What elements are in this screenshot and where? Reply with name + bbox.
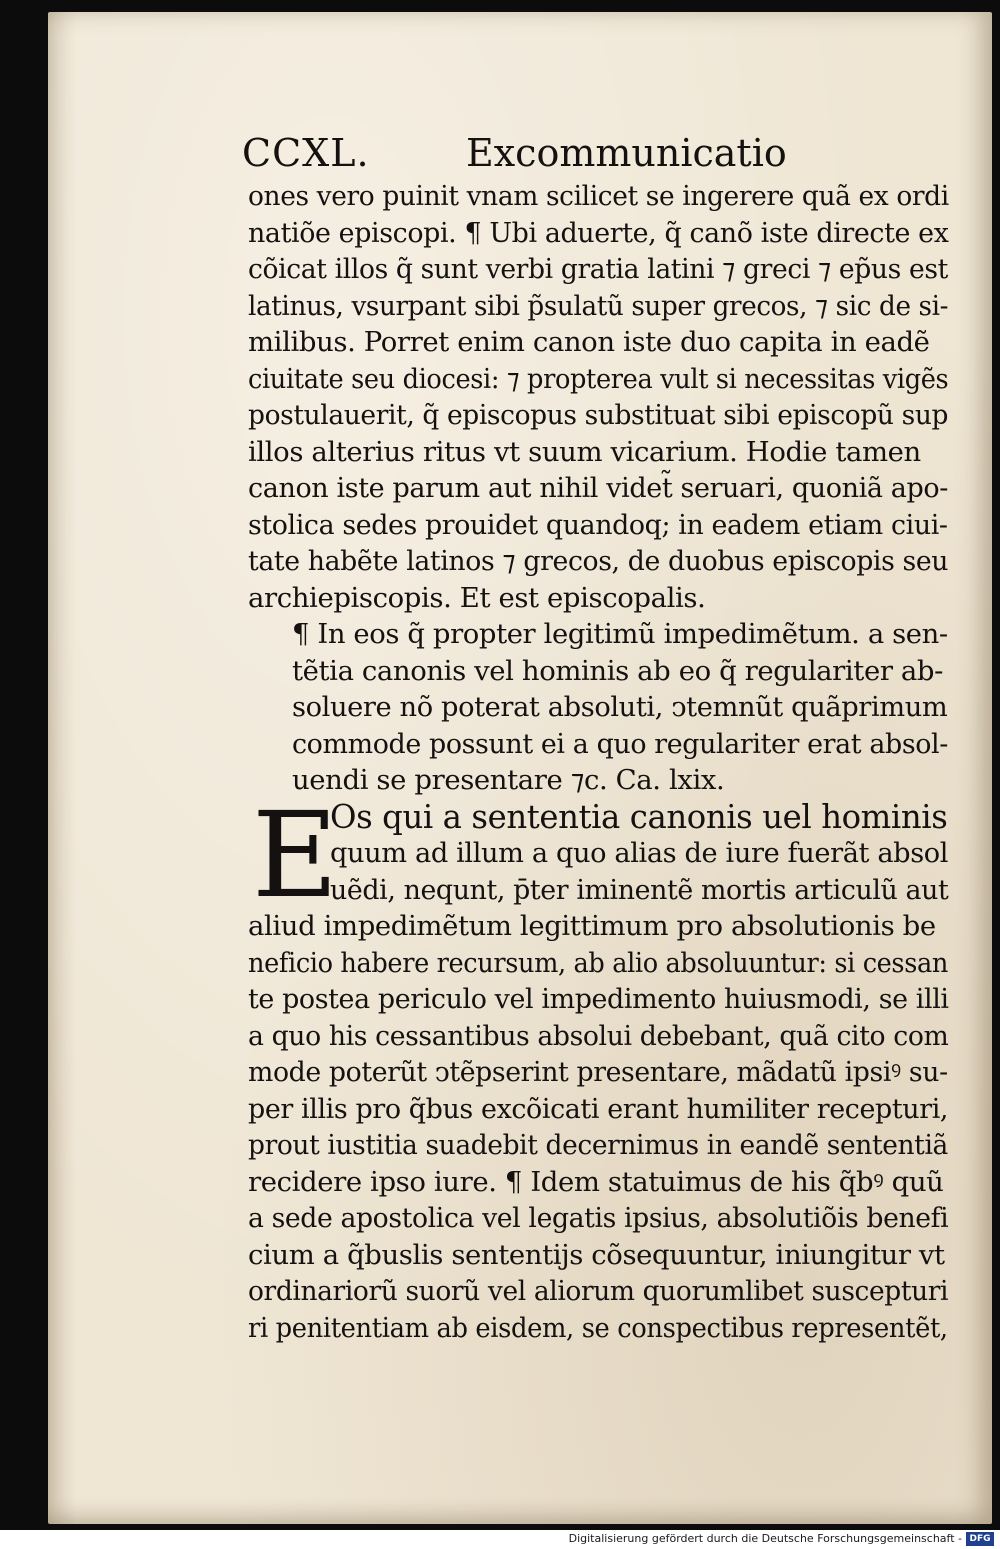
text-line: cium a q̃buslis sententijs cõsequuntur, iniungitur vt [248,1238,945,1271]
text-line: neficio habere recursum, ab alio absoluuntur: si cessan [248,946,948,979]
drop-initial: E [252,785,339,924]
paragraph-canon [248,785,949,1347]
text-line: postulauerit, q̃ episcopus substituat sibi episcopũ sup [248,399,949,431]
folio-number: CCXL. [242,131,370,175]
text-line: uẽdi, nequnt, p̄ter iminentẽ mortis articulũ aut [330,873,949,906]
text-line: te postea periculo vel impedimento huiusmodi, se illi [248,983,949,1015]
text-line: quum ad illum a quo alias de iure fuerãt absol [330,837,949,869]
initial-lines [248,785,949,924]
text-line: commode possunt ei a quo regulariter erat absol- [292,727,948,760]
footer-strip [0,1530,1000,1549]
text-line: mode poterũt ↄtẽpserint presentare, mãdatũ ipsiꝰ su- [248,1056,948,1088]
text-line: per illis pro q̃bus excõicati erant humiliter recepturi, [248,1092,949,1125]
running-head [242,128,948,178]
text-line: stolica sedes prouidet quandoq; in eadem etiam ciui- [248,508,948,541]
text-line: a sede apostolica vel legatis ipsius, absolutiõis benefi [248,1202,949,1234]
dfg-logo: DFG [966,1532,994,1546]
text-line: soluere nõ poterat absoluti, ↄtemnũt quãprimum [292,691,948,723]
text-line: tẽtia canonis vel hominis ab eo q̃ regulariter ab- [292,654,944,687]
text-line: illos alterius ritus vt suum vicarium. Hodie tamen [248,435,921,468]
text-line: uendi se presentare ⁊c. Ca. lxix. [292,764,725,796]
paragraph-rubric [248,616,948,799]
text-line: recidere ipso iure. ¶ Idem statuimus de his q̃bꝰ quũ [248,1165,944,1198]
text-line: tate habẽte latinos ⁊ grecos, de duobus episcopis seu [248,545,949,577]
text-line: latinus, vsurpant sibi p̃sulatũ super grecos, ⁊ sic de si- [248,289,949,322]
text-line: natiõe episcopi. ¶ Ubi aduerte, q̃ canõ iste directe ex [248,216,949,249]
paragraph-commentary [248,178,948,616]
text-line: ordinariorũ suorũ vel aliorum quorumlibet suscepturi [248,1275,949,1307]
canon-lines [248,908,948,1346]
text-line: cõicat illos q̃ sunt verbi gratia latini ⁊ greci ⁊ ep̃us est [248,253,948,285]
text-line: ri penitentiam ab eisdem, se conspectibus representẽt, [248,1311,948,1344]
text-line: Os qui a sententia canonis uel hominis [330,796,948,836]
text-line: ones vero puinit vnam scilicet se ingerere quã ex ordi [248,180,949,212]
running-title: Excommunicatio [466,131,787,175]
text-line: a quo his cessantibus absolui debebant, quã cito com [248,1019,949,1052]
text-line: canon iste parum aut nihil videt̃ seruari, quoniã apo- [248,472,949,504]
text-line: aliud impedimẽtum legittimum pro absolutionis be [248,910,936,942]
text-line: archiepiscopis. Et est episcopalis. [248,581,706,614]
text-block [242,128,949,1346]
text-line: ¶ In eos q̃ propter legitimũ impedimẽtum. a sen- [292,618,948,650]
text-line: ciuitate seu diocesi: ⁊ propterea vult si necessitas vigẽs [248,362,949,395]
funding-credit: Digitalisierung gefördert durch die Deutsche Forschungsgemeinschaft - [568,1532,962,1545]
text-line: milibus. Porret enim canon iste duo capita in eadẽ [248,326,930,358]
text-line: prout iustitia suadebit decernimus in eandẽ sententiã [248,1129,948,1161]
